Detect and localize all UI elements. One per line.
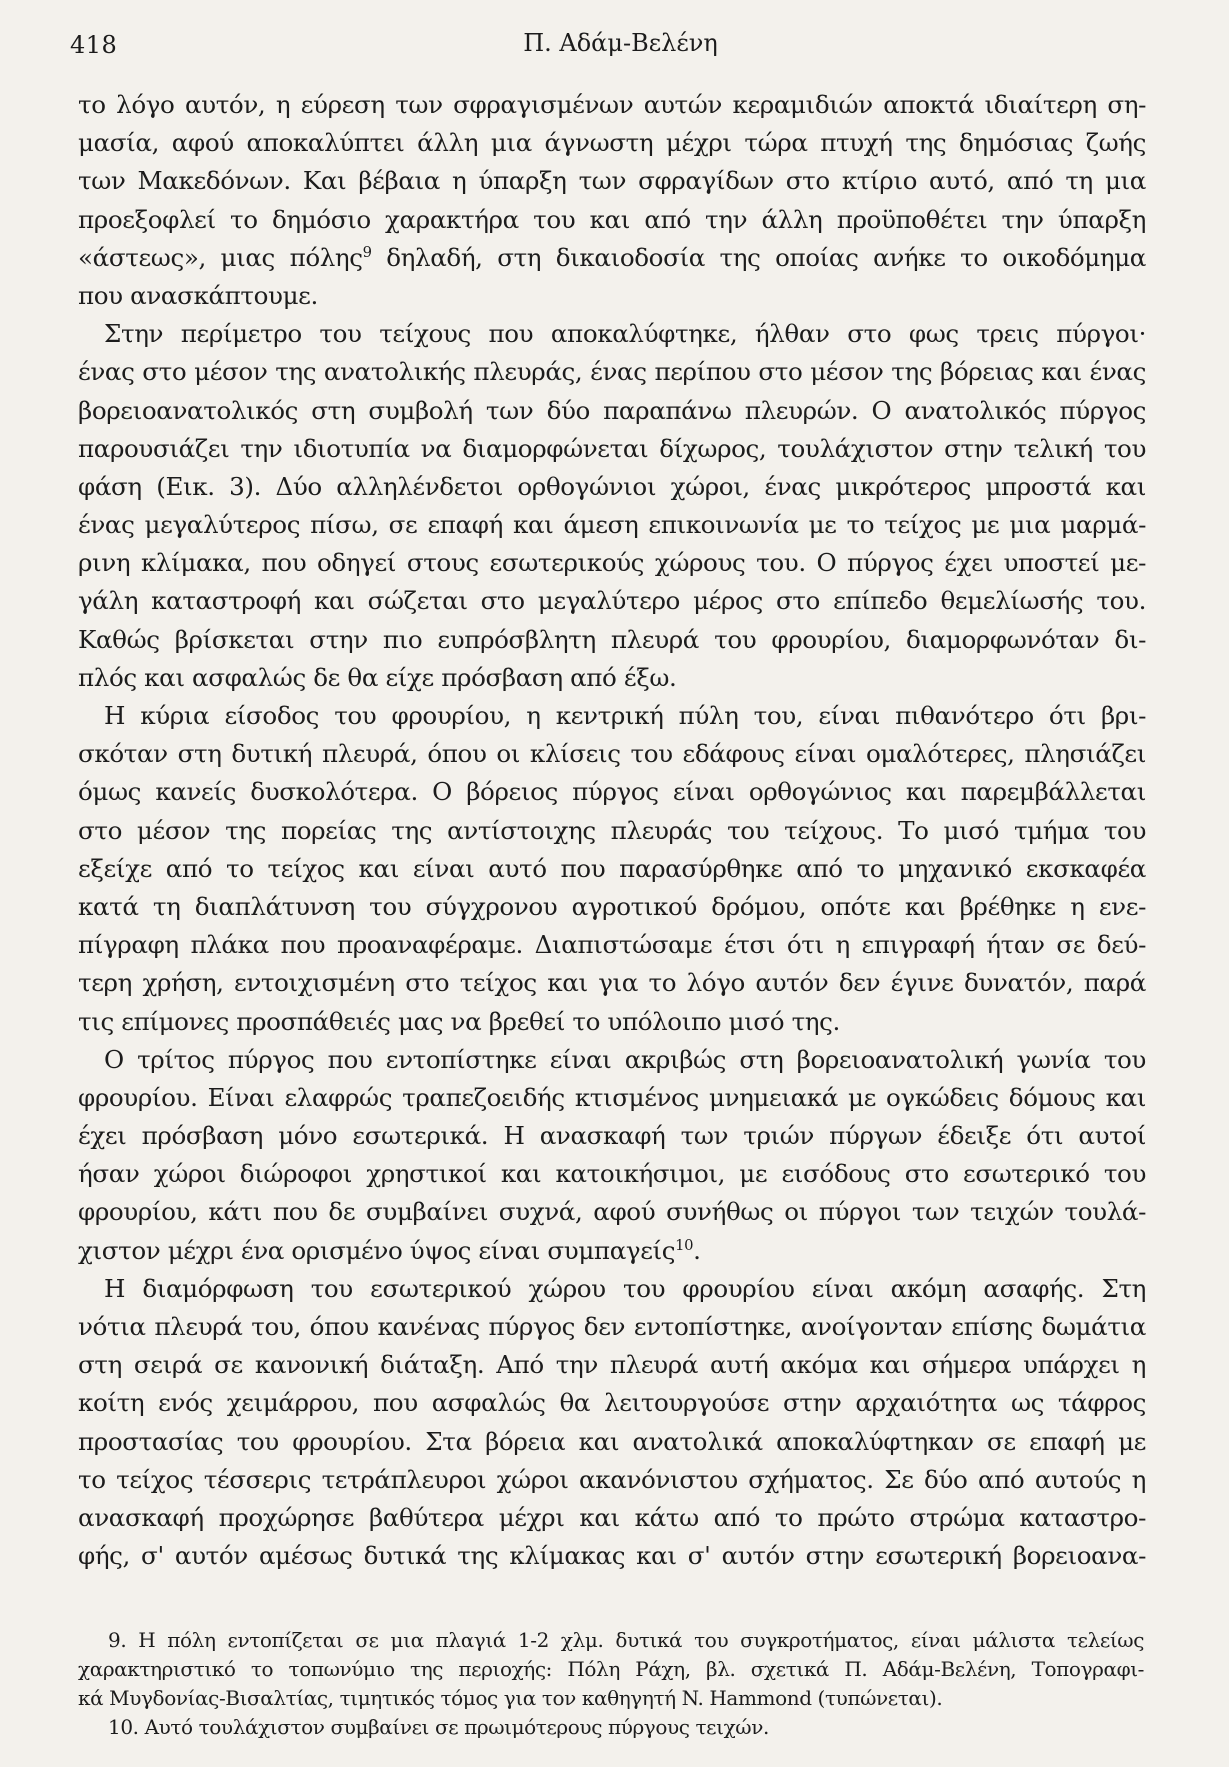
text-line (78, 1117, 1146, 1155)
text-line-text: προστασίας του φρουρίου. Στα βόρεια και ανατολικά αποκαλύφτηκαν σε επαφή με (78, 1426, 1146, 1456)
footnote-line (78, 1626, 1144, 1655)
text-line (78, 812, 1146, 850)
text-line-text: όμως κανείς δυσκολότερα. Ο βόρειος πύργος είναι ορθογώνιος και παρεμβάλλεται (78, 777, 1146, 807)
text-line-text: των Μακεδόνων. Και βέβαια η ύπαρξη των σφραγίδων στο κτίριο αυτό, από τη μια (78, 166, 1146, 196)
text-line (78, 621, 1146, 659)
text-line-text: ανασκαφή προχώρησε βαθύτερα μέχρι και κάτω από το πρώτο στρώμα καταστρο- (78, 1502, 1146, 1532)
text-line-text: Η κύρια είσοδος του φρουρίου, η κεντρική πύλη του, είναι πιθανότερο ότι βρι- (104, 701, 1146, 730)
text-line-text: ένας μεγαλύτερος πίσω, σε επαφή και άμεση επικοινωνία με το τείχος με μια μαρμά- (78, 510, 1146, 540)
text-line-text: πίγραφη πλάκα που προαναφέραμε. Διαπιστώσαμε έτσι ότι η επιγραφή ήταν σε δεύ- (78, 930, 1146, 960)
text-line-text: που ανασκάπτουμε. (78, 280, 318, 310)
text-line-text: έχει πρόσβαση μόνο εσωτερικά. Η ανασκαφή των τριών πύργων έδειξε ότι αυτοί (78, 1121, 1146, 1151)
text-line-text: κατά τη διαπλάτυνση του σύγχρονου αγροτικού δρόμου, οπότε και βρέθηκε η ενε- (78, 891, 1146, 921)
footnote-line (78, 1684, 1144, 1713)
text-line-text: ένας στο μέσον της ανατολικής πλευράς, ένας περίπου στο μέσον της βόρειας και ένας (78, 357, 1146, 387)
text-line (78, 582, 1146, 620)
text-line (78, 430, 1146, 468)
text-line (78, 1308, 1146, 1346)
text-line-text: πλός και ασφαλώς δε θα είχε πρόσβαση από έξω. (78, 662, 677, 692)
text-line (78, 964, 1146, 1002)
text-line-text: παρουσιάζει την ιδιοτυπία να διαμορφώνεται δίχωρος, τουλάχιστον στην τελική του (78, 433, 1146, 463)
text-line-text: φρουρίου, κάτι που δε συμβαίνει συχνά, αφού συνήθως οι πύργοι των τειχών τουλά- (78, 1197, 1146, 1227)
body-text (78, 86, 1146, 1575)
footnote-reference[interactable]: 10 (675, 1236, 694, 1254)
text-line (78, 1041, 1146, 1079)
text-line (78, 1193, 1146, 1231)
text-line (78, 162, 1146, 200)
text-line (78, 277, 1146, 315)
footnote-line-text: κά Μυγδονίας-Βισαλτίας, τιμητικός τόμος για τον καθηγητή N. Hammond (τυπώνεται). (78, 1686, 943, 1710)
footnote-line-text: 9. Η πόλη εντοπίζεται σε μια πλαγιά 1-2 χλμ. δυτικά του συγκροτήματος, είναι μάλιστα τελείως (108, 1628, 1144, 1652)
text-line-text: μασία, αφού αποκαλύπτει άλλη μια άγνωστη μέχρι τώρα πτυχή της δημόσιας ζωής (78, 128, 1146, 158)
text-line-text: τις επίμονες προσπάθειές μας να βρεθεί το υπόλοιπο μισό της. (78, 1006, 840, 1036)
footnote-line (78, 1655, 1144, 1684)
text-line (78, 239, 1146, 277)
text-line-text: ρινη κλίμακα, που οδηγεί στους εσωτερικούς χώρους του. Ο πύργος έχει υποστεί με- (78, 548, 1146, 578)
text-line-text: Ο τρίτος πύργος που εντοπίστηκε είναι ακριβώς στη βορειοανατολική γωνία του (104, 1044, 1146, 1074)
text-line (78, 1346, 1146, 1384)
text-line (78, 735, 1146, 773)
running-head: Π. Αδάμ-Βελένη (523, 29, 718, 57)
text-line-text: νότια πλευρά του, όπου κανένας πύργος δεν εντοπίστηκε, ανοίγονταν επίσης δωμάτια (78, 1312, 1146, 1341)
text-line (78, 544, 1146, 582)
text-line-text: σκόταν στη δυτική πλευρά, όπου οι κλίσεις του εδάφους είναι ομαλότερες, πλησιάζει (78, 739, 1146, 769)
text-line (78, 1232, 1146, 1270)
text-line (78, 1079, 1146, 1117)
text-line-text: Καθώς βρίσκεται στην πιο ευπρόσβλητη πλευρά του φρουρίου, διαμορφωνόταν δι- (78, 624, 1146, 654)
footnotes (78, 1626, 1144, 1742)
text-line-text: τερη χρήση, εντοιχισμένη στο τείχος και για το λόγο αυτόν δεν έγινε δυνατόν, παρά (78, 968, 1146, 998)
text-line (78, 888, 1146, 926)
text-line-text: προεξοφλεί το δημόσιο χαρακτήρα του και από την άλλη προϋποθέτει την ύπαρξη (78, 204, 1146, 234)
text-line-text: Η διαμόρφωση του εσωτερικού χώρου του φρουρίου είναι ακόμη ασαφής. Στη (104, 1273, 1146, 1303)
text-line (78, 697, 1146, 735)
text-line-text: το λόγο αυτόν, η εύρεση των σφραγισμένων αυτών κεραμιδιών αποκτά ιδιαίτερη ση- (78, 90, 1146, 119)
text-line (78, 124, 1146, 162)
text-line (78, 201, 1146, 239)
text-line-text: το τείχος τέσσερις τετράπλευροι χώροι ακανόνιστου σχήματος. Σε δύο από αυτούς η (78, 1464, 1146, 1494)
text-line (78, 773, 1146, 811)
text-line (78, 1461, 1146, 1499)
text-line-text: βορειοανατολικός στη συμβολή των δύο παραπάνω πλευρών. Ο ανατολικός πύργος (78, 395, 1146, 425)
text-line-text: Στην περίμετρο του τείχους που αποκαλύφτηκε, ήλθαν στο φως τρεις πύργοι· (104, 319, 1146, 349)
text-line (78, 1384, 1146, 1422)
text-line (78, 1423, 1146, 1461)
text-line (78, 1270, 1146, 1308)
text-line (78, 1155, 1146, 1193)
text-line-text: στο μέσον της πορείας της αντίστοιχης πλευράς του τείχους. Το μισό τμήμα του (78, 815, 1146, 845)
text-line (78, 315, 1146, 353)
text-line-text: φής, σ' αυτόν αμέσως δυτικά της κλίμακας και σ' αυτόν στην εσωτερική βορειοανα- (78, 1541, 1146, 1571)
text-line-text-continued: . (693, 1235, 701, 1265)
text-line-text: χιστον μέχρι ένα ορισμένο ύψος είναι συμπαγείς (78, 1235, 676, 1265)
text-line-text: κοίτη ενός χειμάρρου, που ασφαλώς θα λειτουργούσε στην αρχαιότητα ως τάφρος (78, 1388, 1146, 1418)
text-line (78, 926, 1146, 964)
text-line (78, 1537, 1146, 1575)
footnote-line-text: χαρακτηριστικό το τοπωνύμιο της περιοχής: Πόλη Ράχη, βλ. σχετικά Π. Αδάμ-Βελένη, Τοπογραφι- (78, 1657, 1144, 1681)
text-line (78, 1003, 1146, 1041)
footnote-reference[interactable]: 9 (362, 243, 372, 261)
footnote-line-text: 10. Αυτό τουλάχιστον συμβαίνει σε πρωιμότερους πύργους τειχών. (108, 1715, 769, 1739)
text-line-text: «άστεως», μιας πόλης (78, 242, 363, 272)
footnote-line (78, 1713, 1144, 1742)
text-line-text: εξείχε από το τείχος και είναι αυτό που παρασύρθηκε από το μηχανικό εκσκαφέα (78, 853, 1146, 883)
text-line (78, 468, 1146, 506)
text-line-text: φάση (Εικ. 3). Δύο αλληλένδετοι ορθογώνιοι χώροι, ένας μικρότερος μπροστά και (78, 471, 1146, 501)
text-line (78, 506, 1146, 544)
text-line (78, 850, 1146, 888)
text-line-text: στη σειρά σε κανονική διάταξη. Από την πλευρά αυτή ακόμα και σήμερα υπάρχει η (78, 1350, 1146, 1380)
page-number: 418 (70, 31, 118, 59)
text-line (78, 1499, 1146, 1537)
text-line (78, 392, 1146, 430)
text-line (78, 659, 1146, 697)
text-line (78, 353, 1146, 391)
text-line-text-continued: δηλαδή, στη δικαιοδοσία της οποίας ανήκε το οικοδόμημα (371, 242, 1146, 272)
text-line (78, 86, 1146, 124)
text-line-text: ήσαν χώροι διώροφοι χρηστικοί και κατοικήσιμοι, με εισόδους στο εσωτερικό του (78, 1159, 1146, 1189)
text-line-text: γάλη καταστροφή και σώζεται στο μεγαλύτερο μέρος στο επίπεδο θεμελίωσής του. (78, 586, 1146, 616)
text-line-text: φρουρίου. Είναι ελαφρώς τραπεζοειδής κτισμένος μνημειακά με ογκώδεις δόμους και (78, 1082, 1146, 1112)
